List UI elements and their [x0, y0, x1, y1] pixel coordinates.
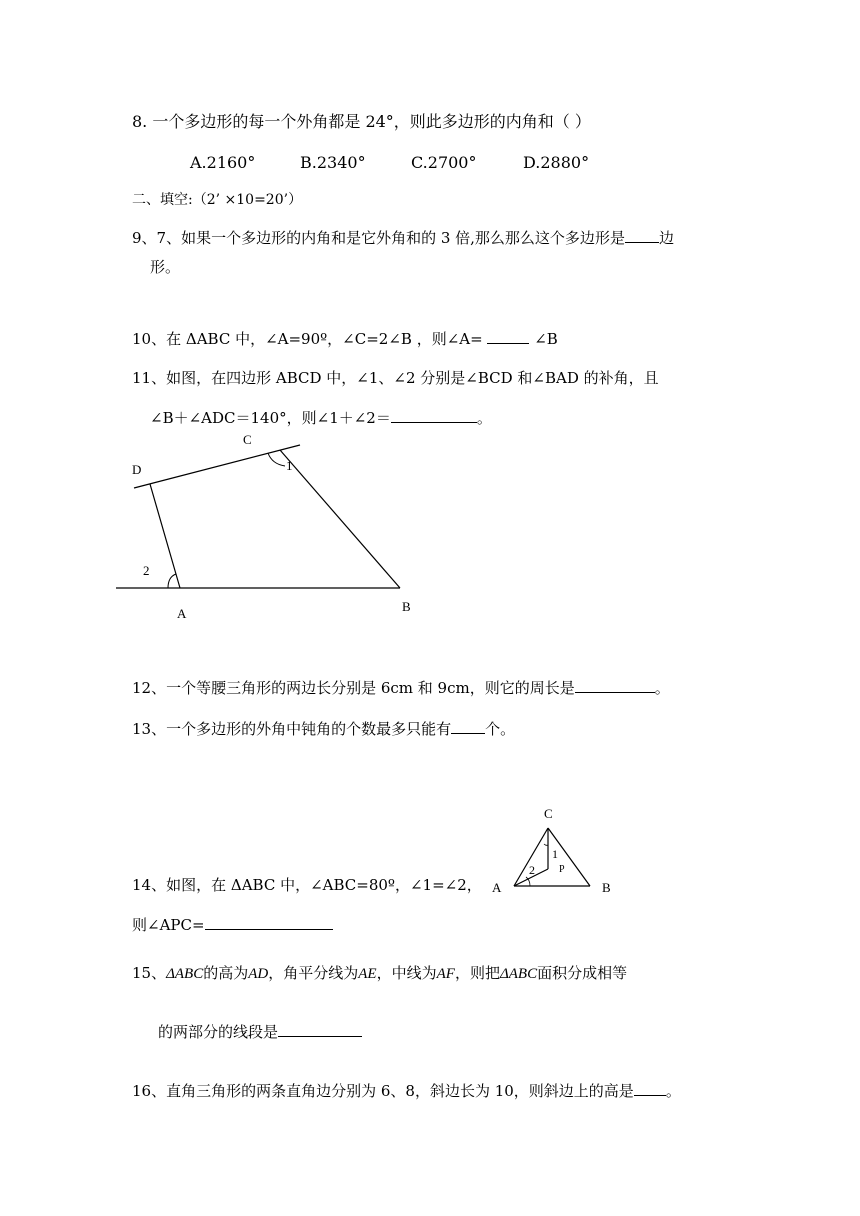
- question-9-text-end: 边: [658, 229, 674, 247]
- angle-1-arc: [268, 453, 285, 466]
- line-dc: [134, 445, 300, 488]
- period: 。: [665, 1082, 681, 1100]
- label-a: A: [177, 606, 187, 621]
- answer-blank: [278, 1022, 362, 1037]
- triangle-symbol: ΔABC: [166, 966, 204, 982]
- label-c: C: [243, 432, 252, 447]
- answer-blank: [451, 719, 485, 734]
- label-angle-2: 2: [143, 563, 150, 578]
- label-a: A: [492, 880, 502, 895]
- triangle-figure: [486, 800, 620, 900]
- segment-da: [150, 484, 180, 588]
- answer-blank: [625, 228, 659, 243]
- question-8: [132, 112, 591, 132]
- question-14-line2: [132, 915, 333, 935]
- question-12-text: 12、一个等腰三角形的两边长分别是 6cm 和 9cm，则它的周长是: [132, 679, 575, 697]
- question-8-text: 8. 一个多边形的每一个外角都是 24°，则此多边形的内角和（ ）: [132, 112, 591, 131]
- answer-blank: [634, 1081, 666, 1096]
- period: 。: [476, 409, 492, 427]
- text-fragment: ，角平分线为: [268, 964, 359, 982]
- answer-blank: [205, 915, 333, 930]
- question-12: [132, 678, 670, 698]
- answer-blank: [575, 678, 655, 693]
- question-10-text-end: ∠B: [534, 330, 558, 348]
- question-11: 11、如图，在四边形 ABCD 中，∠1、∠2 分别是∠BCD 和∠BAD 的补角，且: [132, 369, 659, 387]
- option-d: D.2880°: [523, 153, 590, 172]
- option-b: B.2340°: [300, 153, 366, 172]
- question-15: [132, 963, 627, 984]
- question-15-line2: [158, 1022, 362, 1042]
- question-14: 14、如图，在 ΔABC 中，∠ABC=80º，∠1=∠2，: [132, 876, 482, 894]
- label-angle-2: 2: [529, 863, 535, 877]
- question-9-text: 9、7、如果一个多边形的内角和是它外角和的 3 倍,那么那么这个多边形是: [132, 229, 625, 247]
- label-angle-1: 1: [552, 847, 558, 861]
- segment-ad: AD: [248, 966, 269, 982]
- angle-2-arc: [168, 574, 176, 588]
- question-10: [132, 329, 558, 349]
- answer-blank: [487, 329, 529, 344]
- question-16-text: 16、直角三角形的两条直角边分别为 6、8，斜边长为 10，则斜边上的高是: [132, 1082, 634, 1100]
- option-a: A.2160°: [190, 153, 256, 172]
- label-c: C: [544, 806, 553, 821]
- answer-blank: [391, 408, 477, 423]
- question-9: [132, 228, 674, 248]
- question-13-text-end: 个。: [485, 720, 516, 738]
- question-15-text: 的两部分的线段是: [158, 1023, 279, 1041]
- segment-af: AF: [436, 966, 455, 982]
- option-c: C.2700°: [411, 153, 477, 172]
- segment-cb: [280, 450, 400, 588]
- text-fragment: ，中线为: [376, 964, 437, 982]
- label-b: B: [402, 599, 411, 614]
- question-11-line2: [150, 408, 492, 428]
- section-2-title: 二、填空:（2’ ×10=20’）: [132, 192, 303, 208]
- question-15-number: 15、: [132, 964, 167, 982]
- label-d: D: [132, 462, 142, 477]
- segment-ae: AE: [358, 966, 377, 982]
- text-fragment: ，则把: [454, 964, 500, 982]
- label-p: P: [559, 864, 565, 875]
- label-b: B: [602, 880, 611, 895]
- question-16: [132, 1081, 681, 1101]
- text-fragment: 的高为: [203, 964, 249, 982]
- question-13: [132, 719, 515, 739]
- quadrilateral-figure: [110, 428, 420, 628]
- question-14-text: 则∠APC=: [132, 916, 205, 934]
- triangle-symbol: ΔABC: [499, 966, 538, 982]
- question-11-text: ∠B＋∠ADC＝140°，则∠1＋∠2＝: [150, 409, 391, 427]
- text-fragment: 面积分成相等: [537, 964, 628, 982]
- question-10-text: 10、在 ΔABC 中，∠A=90º，∠C=2∠B ，则∠A=: [132, 330, 483, 348]
- label-angle-1: 1: [286, 458, 293, 473]
- question-9-line2: 形。: [150, 258, 181, 276]
- period: 。: [654, 679, 670, 697]
- question-13-text: 13、一个多边形的外角中钝角的个数最多只能有: [132, 720, 452, 738]
